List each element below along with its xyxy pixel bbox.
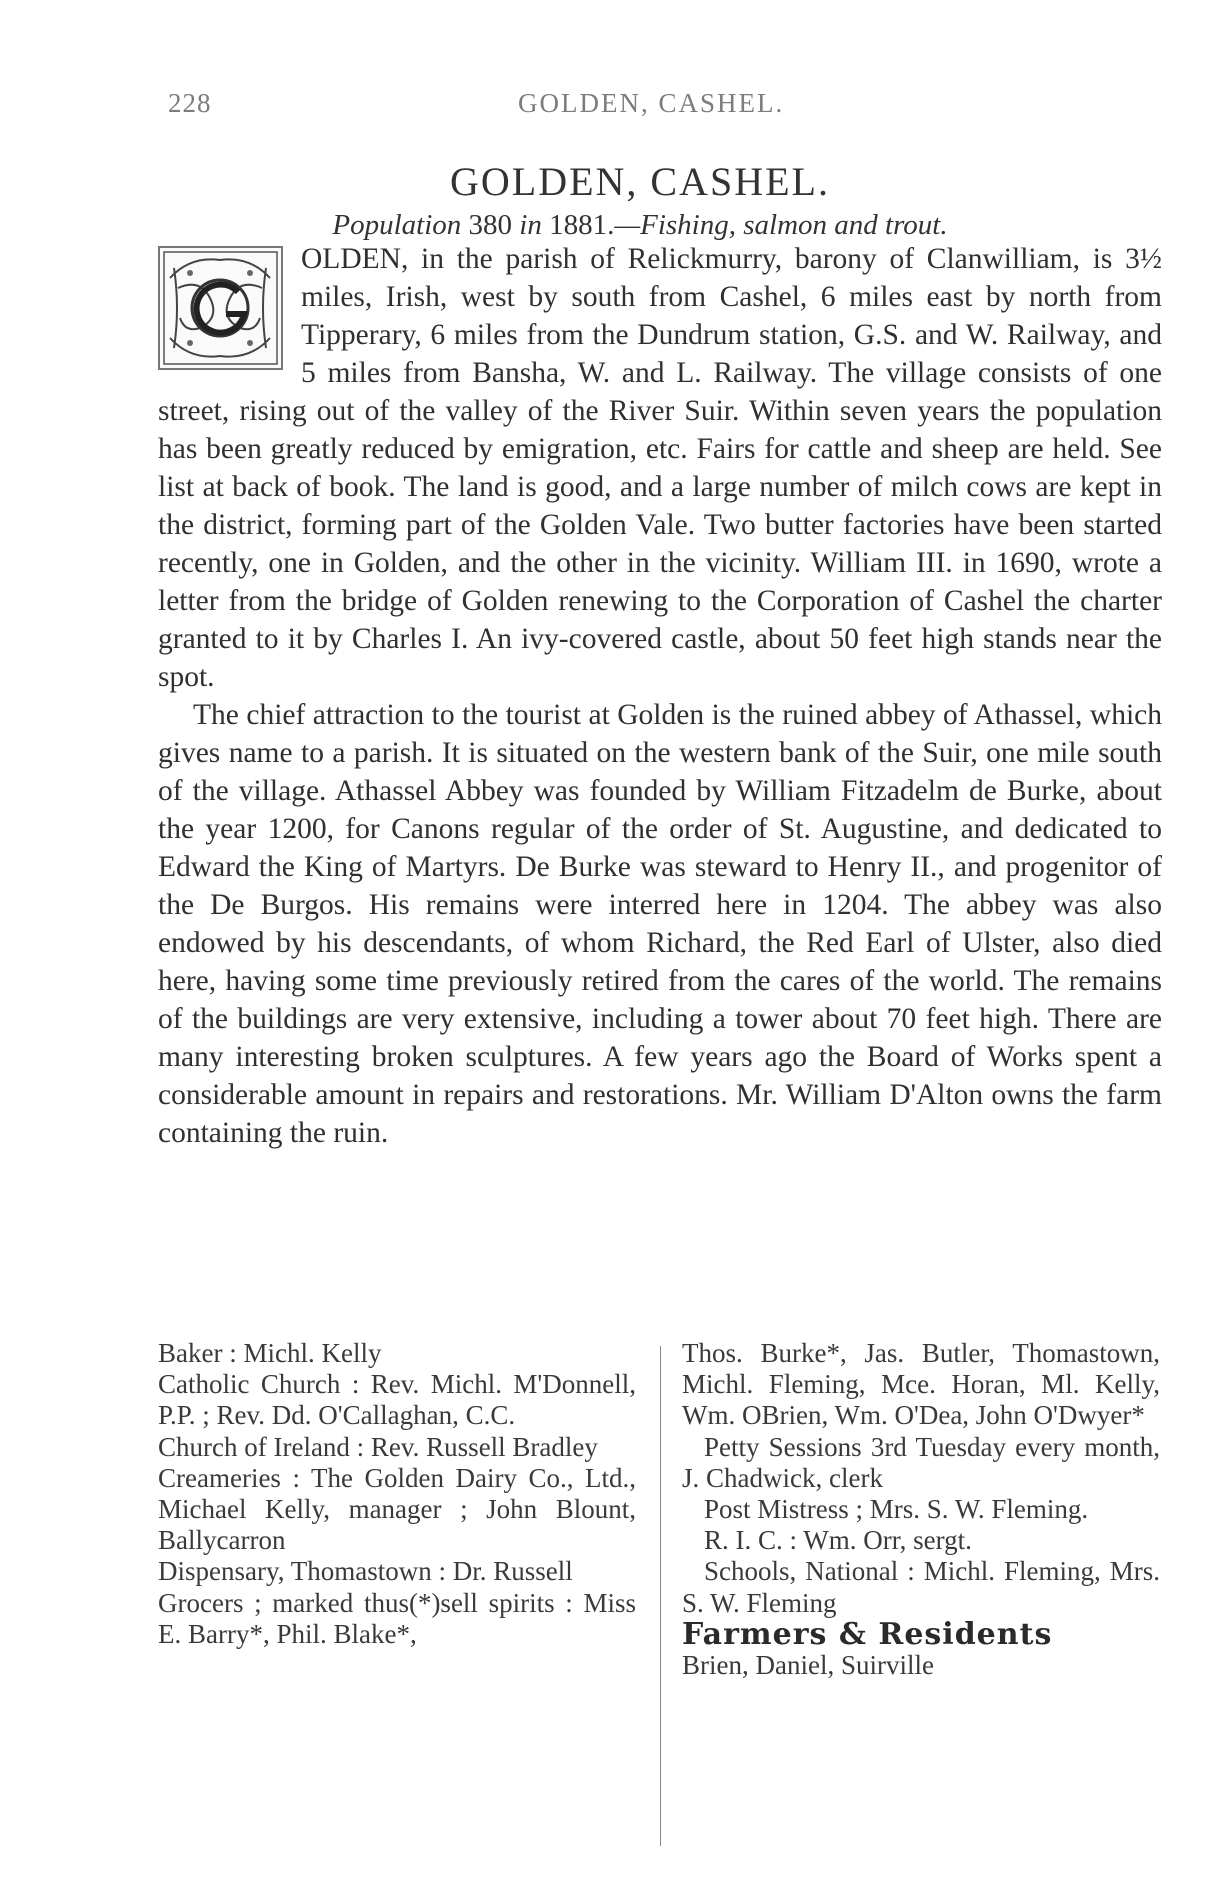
subtitle-fishing: —Fishing, salmon and trout. — [614, 209, 948, 241]
directory-entry: Petty Sessions 3rd Tuesday every month, J. Chadwick, clerk — [682, 1431, 1160, 1493]
directory-entry: Grocers ; marked thus(*)sell spirits : Miss E. Barry*, Phil. Blake*, — [158, 1587, 636, 1649]
ornamental-initial-icon — [158, 246, 283, 370]
directory-entry: Baker : Michl. Kelly — [158, 1338, 382, 1368]
subtitle-population-value: 380 — [461, 209, 520, 241]
farmer-entry: Brien, Daniel, Suirville — [682, 1650, 934, 1681]
directory-entry: R. I. C. : Wm. Orr, sergt. — [704, 1525, 972, 1556]
ornamental-g-icon — [160, 248, 281, 368]
directory-entry: Dispensary, Thomastown : Dr. Russell — [158, 1556, 573, 1587]
page-number: 228 — [168, 88, 212, 118]
column-divider — [660, 1346, 661, 1846]
subtitle-in: in — [519, 209, 542, 241]
directory-left-column — [158, 1338, 636, 1650]
subtitle-year: 1881. — [541, 209, 615, 241]
title-block — [120, 158, 1160, 242]
article-body — [158, 240, 1162, 1152]
directory-entry: Schools, National : Michl. Fleming, Mrs. S. W. Fleming — [682, 1556, 1160, 1618]
farmers-residents-heading: Farmers & Residents — [682, 1616, 1053, 1652]
paragraph-2: The chief attraction to the tourist at Golden is the ruined abbey of Athassel, which gives name to a parish. It is situated on the western bank of the Suir, one mile south of the village. Athassel Abbey was founded by William Fitzadelm de Burke, about the year 1200, for Canons regular of the order of St. Augustine, and dedicated to Edward the King of Martyrs. De Burke was steward to Henry II., and progenitor of the De Burgos. His remains were interred here in 1204. The abbey was also endowed by his descendants, of whom Richard, the Red Earl of Ulster, also died here, having some time previously retired from the cares of the world. The remains of the buildings are very extensive, including a tower about 70 feet high. There are many interesting broken sculptures. A few years ago the Board of Works spent a considerable amount in repairs and restorations. Mr. William D'Alton owns the farm containing the ruin. — [158, 699, 1162, 1149]
directory-entry: Catholic Church : Rev. Michl. M'Donnell, P.P. ; Rev. Dd. O'Callaghan, C.C. — [158, 1369, 636, 1431]
page-subtitle — [120, 209, 1160, 242]
paragraph-1: OLDEN, in the parish of Relickmurry, barony of Clanwilliam, is 3½ miles, Irish, west by south from Cashel, 6 miles east by north from Tipperary, 6 miles from the Dundrum station, G.S. and W. Railway, and 5 miles from Bansha, W. and L. Railway. The village consists of one street, rising out of the valley of the River Suir. Within seven years the population has been greatly reduced by emigration, etc. Fairs for cattle and sheep are held. See list at back of book. The land is good, and a large number of milch cows are kept in the district, forming part of the Golden Vale. Two butter factories have been started recently, one in Golden, and the other in the vicinity. William III. in 1690, wrote a letter from the bridge of Golden renewing to the Corporation of Cashel the charter granted to it by Charles I. An ivy-covered castle, about 50 feet high stands near the spot. — [158, 243, 1162, 693]
directory-entry-continuation: Thos. Burke*, Jas. Butler, Thomastown, Michl. Fleming, Mce. Horan, Ml. Kelly, Wm. OBrien, Wm. O'Dea, John O'Dwyer* — [682, 1338, 1160, 1431]
directory-entry: Post Mistress ; Mrs. S. W. Fleming. — [704, 1494, 1089, 1525]
directory-right-column — [682, 1338, 1160, 1681]
directory-entry: Creameries : The Golden Dairy Co., Ltd., Michael Kelly, manager ; John Blount, Ballycarron — [158, 1462, 636, 1556]
trade-directory — [158, 1338, 1162, 1858]
directory-entry: Church of Ireland : Rev. Russell Bradley — [158, 1431, 598, 1462]
page-title: GOLDEN, CASHEL. — [450, 159, 830, 204]
subtitle-population-label: Population — [332, 209, 462, 241]
running-title: GOLDEN, CASHEL. — [518, 88, 785, 118]
